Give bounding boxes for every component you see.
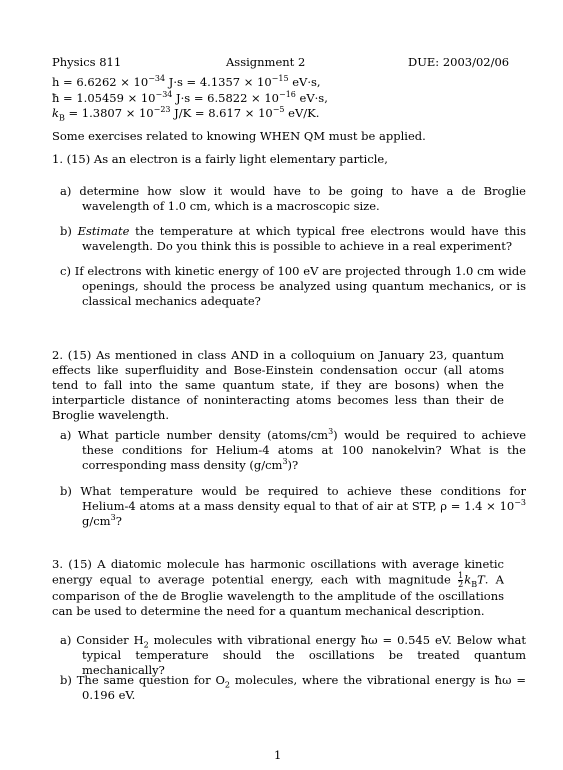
planck-constant: $h = 6.6262 \times 10^{-34}$ $J\cdot s = 4.1357 \times 10^{-15}$ eV·s, bbox=[52, 74, 321, 89]
question-3-stem-rest: T. A comparison of the de Broglie wavelength to the amplitude of the oscillations can be used to determine the need for a quantum mechanical description. bbox=[52, 572, 504, 618]
reduced-planck-constant: ħ = $1.05459 \times 10^{-34}$ $J\cdot s = 6.5822 \times 10^{-16}$ eV·s, bbox=[52, 90, 328, 105]
one-half-fraction: $\frac{1}{2}$ bbox=[458, 571, 464, 589]
question-1-stem: 1. (15) As an electron is a fairly light elementary particle, bbox=[52, 152, 388, 166]
question-1c: c) If electrons with kinetic energy of 100 eV are projected through 1.0 cm wide openings, should the process be analyzed using quantum mechanics, or is classical mechanics adequate? bbox=[60, 264, 526, 308]
question-3-stem: 3. (15) A diatomic molecule has harmonic oscillations with average kinetic energy equal to average potential energy, each with magnitude $\frac{1}{2}$ $k_BT$. A comparison of the de Broglie wavelength to the amplitude of the oscillations can be used to determine the need for a quantum mechanical description. bbox=[52, 557, 504, 618]
question-1b: b) Estimate the temperature at which typical free electrons would have this wavelength. Do you think this is possible to achieve in a real experiment? bbox=[60, 224, 526, 253]
question-3b: b) The same question for $O_2$ molecules, where the vibrational energy is ħω = 0.196 eV. bbox=[60, 673, 527, 702]
question-3a: a) Consider $H_2$ molecules with vibrational energy ħω = 0.545 eV. Below what typical temperature should the oscillations be treated quantum mechanically? bbox=[60, 633, 527, 677]
question-1a: a) determine how slow it would have to be going to have a de Broglie wavelength of 1.0 cm, which is a macroscopic size. bbox=[60, 184, 526, 213]
question-2a: a) What particle number density $(atoms/cm^3)$ would be required to achieve these conditions for Helium-4 atoms at 100 nanokelvin? What is the corresponding mass density $(g/cm^3)$? bbox=[60, 427, 526, 472]
course-name: Physics 811 bbox=[52, 55, 122, 69]
question-2-stem: 2. (15) As mentioned in class AND in a colloquium on January 23, quantum effects like superfluidity and Bose-Einstein condensation occur (all atoms tend to fall into the same quantum state, if they are bosons) when the interparticle distance of noninteracting atoms becomes less than their de Broglie wavelength. bbox=[52, 348, 504, 422]
assignment-title: Assignment 2 bbox=[226, 55, 306, 69]
intro-text: Some exercises related to knowing WHEN QM must be applied. bbox=[52, 129, 426, 143]
page-number: 1 bbox=[274, 748, 282, 762]
boltzmann-constant: $k_B = 1.3807 \times 10^{-23}$ $J/K = 8.617 \times 10^{-5}$ eV/K. bbox=[52, 105, 320, 123]
question-2b: b) What temperature would be required to achieve these conditions for Helium-4 atoms at a mass density equal to that of air at STP, $\rho = 1.4 \times 10^{-3}$ $g/cm^3$? bbox=[60, 484, 526, 528]
due-date: DUE: 2003/02/06 bbox=[408, 55, 510, 69]
